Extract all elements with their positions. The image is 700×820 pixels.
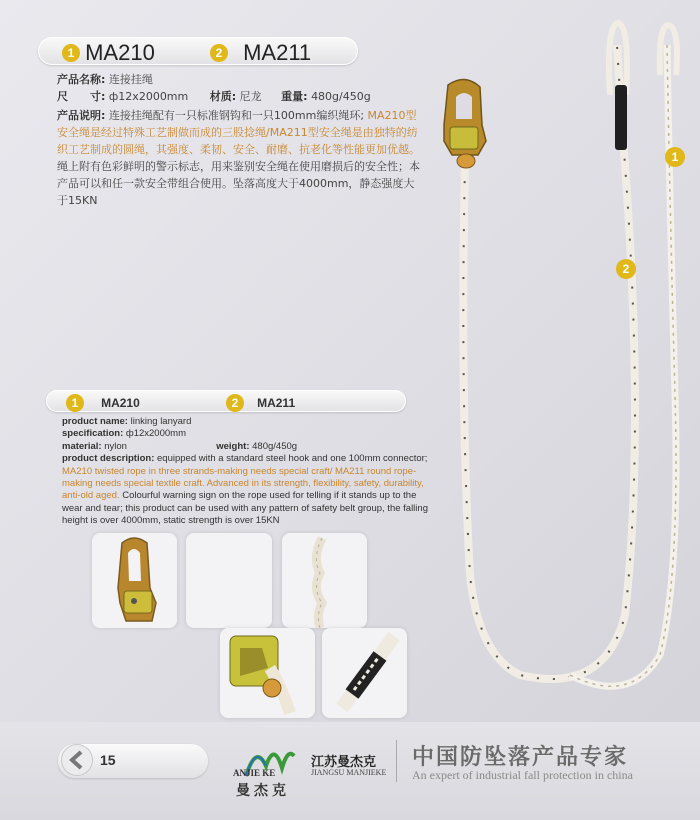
- company-en: JIANGSU MANJIEKE: [311, 768, 387, 777]
- model-name: MA211: [243, 40, 312, 65]
- cn-specs: [57, 71, 422, 209]
- model-number-badge: 2: [226, 394, 244, 412]
- slogan-cn: 中国防坠落产品专家: [412, 745, 629, 770]
- hook-eye-image: [220, 628, 315, 718]
- model-header: [38, 37, 358, 65]
- cn-weight-label: 重量:: [281, 90, 308, 103]
- cn-material-value: 尼龙: [239, 90, 262, 103]
- cn-desc-label: 产品说明:: [57, 109, 106, 122]
- en-model-header: [46, 390, 406, 412]
- en-spec-value: ф12x2000mm: [125, 428, 186, 440]
- en-desc-text-2: Colourful warning sign on the rope used for telling if it stands up to the wear and tear; this product can be used with any pattern of safety belt group, the falling height is over 4000mm, static strength is over 15KN: [62, 490, 428, 527]
- rope-loop-image: [282, 533, 367, 628]
- steel-hook: [444, 79, 486, 168]
- en-material-label: material:: [62, 440, 102, 452]
- en-spec-label: specification:: [62, 428, 124, 440]
- hook-image: [92, 533, 177, 628]
- en-desc-highlight: MA210 twisted rope in three strands-making needs special craft/ MA211 round rope-making needs special textile craft. Advanced in its strength, flexibility, safety, durability, anti-old aged.: [62, 465, 424, 502]
- en-weight-label: weight:: [216, 440, 250, 452]
- cn-description: [57, 107, 422, 209]
- cn-desc-highlight: MA210型安全绳是经过特殊工艺制做而成的三股捻绳/MA211型安全绳是由独特的纺织工艺制成的圆绳，其强度、柔韧、安全、耐磨、抗老化等性能更加优越。: [57, 109, 420, 156]
- en-specs: [62, 416, 432, 528]
- back-arrow-icon[interactable]: [62, 745, 92, 775]
- rope-sleeve-image: [322, 628, 407, 718]
- cn-weight-value: 480g/450g: [311, 90, 371, 103]
- cn-name-row: [57, 71, 422, 88]
- en-name-label: product name:: [62, 416, 128, 427]
- model-name: MA210: [101, 395, 140, 410]
- cn-name-label: 产品名称:: [57, 73, 106, 86]
- en-description: [62, 453, 432, 527]
- en-desc-text: equipped with a standard steel hook and one 100mm connector;: [157, 453, 428, 465]
- photo-hook: [92, 533, 177, 628]
- cn-desc-text-2: 绳上附有色彩鲜明的警示标志，用来鉴别安全绳在使用磨损后的安全性；本产品可以和任一款安全带组合使用。坠落高度大于4000mm，静态强度大于15KN: [57, 160, 420, 207]
- cn-size-label: 尺 寸:: [57, 90, 106, 103]
- page-number: 15: [100, 752, 116, 768]
- photo-hook-eye: [220, 628, 315, 718]
- cn-size-row: [57, 88, 422, 105]
- model-name: MA210: [85, 40, 155, 65]
- en-material-value: nylon: [104, 440, 127, 452]
- cn-size-value: ф12x2000mm: [108, 90, 189, 103]
- marker-ma210: 1: [665, 146, 685, 167]
- en-weight-value: 480g/450g: [252, 440, 298, 452]
- brand-cn: 曼杰克: [236, 783, 290, 799]
- cn-name-value: 连接挂绳: [108, 73, 153, 86]
- en-name-value: linking lanyard: [130, 416, 192, 427]
- cn-material-label: 材质:: [209, 90, 237, 103]
- model-number-badge: 1: [62, 44, 80, 62]
- cn-desc-text: 连接挂绳配有一只标准钢钩和一只100mm编织绳环;: [108, 109, 365, 122]
- lanyard-illustration: [430, 15, 700, 725]
- photo-rope-sleeve: [322, 628, 407, 718]
- brand-latin: ANJIE KE: [233, 768, 276, 778]
- photo-blank: [186, 533, 272, 628]
- model-name: MA211: [257, 395, 296, 410]
- marker-ma211: 2: [616, 258, 636, 279]
- footer-divider: [396, 740, 397, 782]
- model-number-badge: 1: [66, 394, 84, 412]
- model-number-badge: 2: [210, 44, 228, 62]
- slogan-en: An expert of industrial fall protection in china: [412, 768, 633, 782]
- photo-rope-loop: [282, 533, 367, 628]
- en-desc-label: product description:: [62, 453, 155, 465]
- company-cn: 江苏曼杰克: [311, 755, 377, 770]
